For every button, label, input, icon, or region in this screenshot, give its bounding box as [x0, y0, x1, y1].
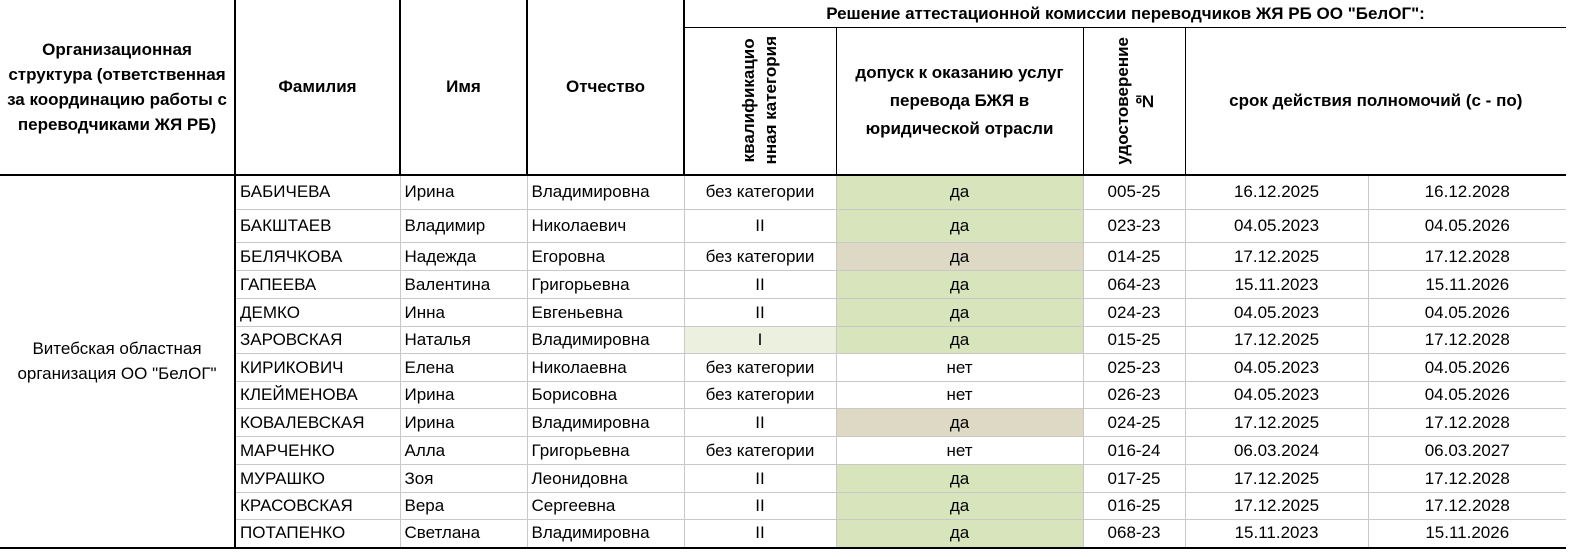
- patronymic-cell: Сергеевна: [527, 493, 684, 520]
- table-row: [0, 465, 1566, 493]
- category-cell: без категории: [684, 354, 836, 382]
- admission-cell: да: [836, 175, 1083, 210]
- admission-cell: нет: [836, 354, 1083, 382]
- name-cell: Ирина: [400, 175, 527, 210]
- header-surname-text: Фамилия: [278, 77, 357, 97]
- admission-cell: да: [836, 520, 1083, 548]
- header-org-structure-text: Организационная структура (ответственная за координацию работы с переводчиками ЖЯ РБ): [7, 39, 227, 134]
- patronymic-cell: Борисовна: [527, 382, 684, 409]
- name-cell: Алла: [400, 437, 527, 465]
- category-cell: II: [684, 409, 836, 437]
- admission-cell: да: [836, 409, 1083, 437]
- surname-cell: БАБИЧЕВА: [235, 175, 400, 210]
- certificate-cell: 015-25: [1083, 327, 1185, 354]
- header-term-text: срок действия полномочий (с - по): [1229, 91, 1523, 110]
- name-cell: Светлана: [400, 520, 527, 548]
- admission-cell: да: [836, 299, 1083, 327]
- header-certificate-text: [1112, 37, 1156, 165]
- term-from-cell: 17.12.2025: [1185, 243, 1368, 271]
- surname-cell: КРАСОВСКАЯ: [235, 493, 400, 520]
- header-name-text: Имя: [446, 77, 481, 97]
- category-cell: без категории: [684, 382, 836, 409]
- term-from-cell: 06.03.2024: [1185, 437, 1368, 465]
- term-to-cell: 04.05.2026: [1368, 210, 1566, 243]
- surname-cell: ГАПЕЕВА: [235, 271, 400, 299]
- table-row: [0, 271, 1566, 299]
- category-cell: без категории: [684, 437, 836, 465]
- table-row: [0, 299, 1566, 327]
- certificate-cell: 023-23: [1083, 210, 1185, 243]
- header-commission-text: Решение аттестационной комиссии переводчиков ЖЯ РБ ОО "БелОГ":: [826, 3, 1425, 23]
- term-from-cell: 15.11.2023: [1185, 520, 1368, 548]
- admission-cell: нет: [836, 437, 1083, 465]
- name-cell: Валентина: [400, 271, 527, 299]
- patronymic-cell: Григорьевна: [527, 437, 684, 465]
- surname-cell: БАКШТАЕВ: [235, 210, 400, 243]
- table-row: [0, 210, 1566, 243]
- header-certificate-line-2: №: [1135, 91, 1154, 110]
- header-surname: [235, 0, 400, 175]
- category-cell: II: [684, 271, 836, 299]
- certificate-cell: 025-23: [1083, 354, 1185, 382]
- name-cell: Владимир: [400, 210, 527, 243]
- table-row: [0, 327, 1566, 354]
- certificate-cell: 024-23: [1083, 299, 1185, 327]
- surname-cell: КИРИКОВИЧ: [235, 354, 400, 382]
- admission-cell: нет: [836, 382, 1083, 409]
- name-cell: Ирина: [400, 382, 527, 409]
- patronymic-cell: Евгеньевна: [527, 299, 684, 327]
- term-to-cell: 04.05.2026: [1368, 299, 1566, 327]
- admission-cell: да: [836, 493, 1083, 520]
- name-cell: Инна: [400, 299, 527, 327]
- header-qualification-line-1: квалификацио: [739, 38, 759, 163]
- patronymic-cell: Леонидовна: [527, 465, 684, 493]
- surname-cell: КЛЕЙМЕНОВА: [235, 382, 400, 409]
- admission-cell: да: [836, 271, 1083, 299]
- table-row: [0, 382, 1566, 409]
- certificate-cell: 026-23: [1083, 382, 1185, 409]
- organization-cell: [0, 175, 235, 548]
- header-qualification-line-2: нная категория: [761, 36, 781, 165]
- patronymic-cell: Владимировна: [527, 409, 684, 437]
- admission-cell: да: [836, 465, 1083, 493]
- table-row: [0, 493, 1566, 520]
- term-to-cell: 17.12.2028: [1368, 243, 1566, 271]
- name-cell: Елена: [400, 354, 527, 382]
- header-qualification: [684, 27, 836, 175]
- surname-cell: МУРАШКО: [235, 465, 400, 493]
- header-certificate: [1083, 27, 1185, 175]
- surname-cell: МАРЧЕНКО: [235, 437, 400, 465]
- term-to-cell: 16.12.2028: [1368, 175, 1566, 210]
- certificate-cell: 014-25: [1083, 243, 1185, 271]
- name-cell: Зоя: [400, 465, 527, 493]
- term-to-cell: 04.05.2026: [1368, 382, 1566, 409]
- surname-cell: ПОТАПЕНКО: [235, 520, 400, 548]
- table-row: [0, 354, 1566, 382]
- patronymic-cell: Владимировна: [527, 520, 684, 548]
- category-cell: II: [684, 465, 836, 493]
- term-to-cell: 17.12.2028: [1368, 409, 1566, 437]
- header-admission: [836, 27, 1083, 175]
- term-to-cell: 04.05.2026: [1368, 354, 1566, 382]
- patronymic-cell: Николаевна: [527, 354, 684, 382]
- certificate-cell: 064-23: [1083, 271, 1185, 299]
- term-to-cell: 06.03.2027: [1368, 437, 1566, 465]
- patronymic-cell: Григорьевна: [527, 271, 684, 299]
- admission-cell: да: [836, 327, 1083, 354]
- patronymic-cell: Владимировна: [527, 327, 684, 354]
- name-cell: Вера: [400, 493, 527, 520]
- table-row: [0, 520, 1566, 548]
- name-cell: Надежда: [400, 243, 527, 271]
- term-from-cell: 17.12.2025: [1185, 493, 1368, 520]
- organization-text: Витебская областная организация ОО "БелОГ": [17, 339, 217, 383]
- table-body: [0, 175, 1566, 548]
- category-cell: II: [684, 299, 836, 327]
- patronymic-cell: Егоровна: [527, 243, 684, 271]
- surname-cell: ДЕМКО: [235, 299, 400, 327]
- header-term: [1185, 27, 1566, 175]
- term-to-cell: 17.12.2028: [1368, 327, 1566, 354]
- header-patronymic: [527, 0, 684, 175]
- surname-cell: БЕЛЯЧКОВА: [235, 243, 400, 271]
- admission-cell: да: [836, 243, 1083, 271]
- category-cell: II: [684, 493, 836, 520]
- term-from-cell: 04.05.2023: [1185, 210, 1368, 243]
- certificate-cell: 005-25: [1083, 175, 1185, 210]
- table-row: [0, 437, 1566, 465]
- term-to-cell: 17.12.2028: [1368, 465, 1566, 493]
- term-to-cell: 15.11.2026: [1368, 271, 1566, 299]
- category-cell: I: [684, 327, 836, 354]
- certificate-cell: 016-24: [1083, 437, 1185, 465]
- table-row: [0, 175, 1566, 210]
- certificate-cell: 017-25: [1083, 465, 1185, 493]
- category-cell: без категории: [684, 243, 836, 271]
- certificate-cell: 016-25: [1083, 493, 1185, 520]
- term-from-cell: 15.11.2023: [1185, 271, 1368, 299]
- term-from-cell: 04.05.2023: [1185, 299, 1368, 327]
- term-from-cell: 04.05.2023: [1185, 382, 1368, 409]
- table-row: [0, 409, 1566, 437]
- category-cell: II: [684, 520, 836, 548]
- header-certificate-line-1: удостоверение: [1113, 36, 1132, 165]
- header-name: [400, 0, 527, 175]
- header-patronymic-text: Отчество: [565, 77, 646, 97]
- certificate-cell: 024-25: [1083, 409, 1185, 437]
- certificate-cell: 068-23: [1083, 520, 1185, 548]
- header-qualification-text: [738, 36, 782, 164]
- header-admission-text: допуск к оказанию услуг перевода БЖЯ в юридической отрасли: [855, 62, 1064, 138]
- table-row: [0, 243, 1566, 271]
- category-cell: без категории: [684, 175, 836, 210]
- admission-cell: да: [836, 210, 1083, 243]
- category-cell: II: [684, 210, 836, 243]
- term-from-cell: 04.05.2023: [1185, 354, 1368, 382]
- surname-cell: КОВАЛЕВСКАЯ: [235, 409, 400, 437]
- term-from-cell: 17.12.2025: [1185, 327, 1368, 354]
- term-to-cell: 15.11.2026: [1368, 520, 1566, 548]
- surname-cell: ЗАРОВСКАЯ: [235, 327, 400, 354]
- term-from-cell: 16.12.2025: [1185, 175, 1368, 210]
- term-to-cell: 17.12.2028: [1368, 493, 1566, 520]
- header-org-structure: [0, 0, 235, 175]
- header-commission: [684, 0, 1566, 27]
- name-cell: Ирина: [400, 409, 527, 437]
- patronymic-cell: Николаевич: [527, 210, 684, 243]
- name-cell: Наталья: [400, 327, 527, 354]
- term-from-cell: 17.12.2025: [1185, 409, 1368, 437]
- term-from-cell: 17.12.2025: [1185, 465, 1368, 493]
- patronymic-cell: Владимировна: [527, 175, 684, 210]
